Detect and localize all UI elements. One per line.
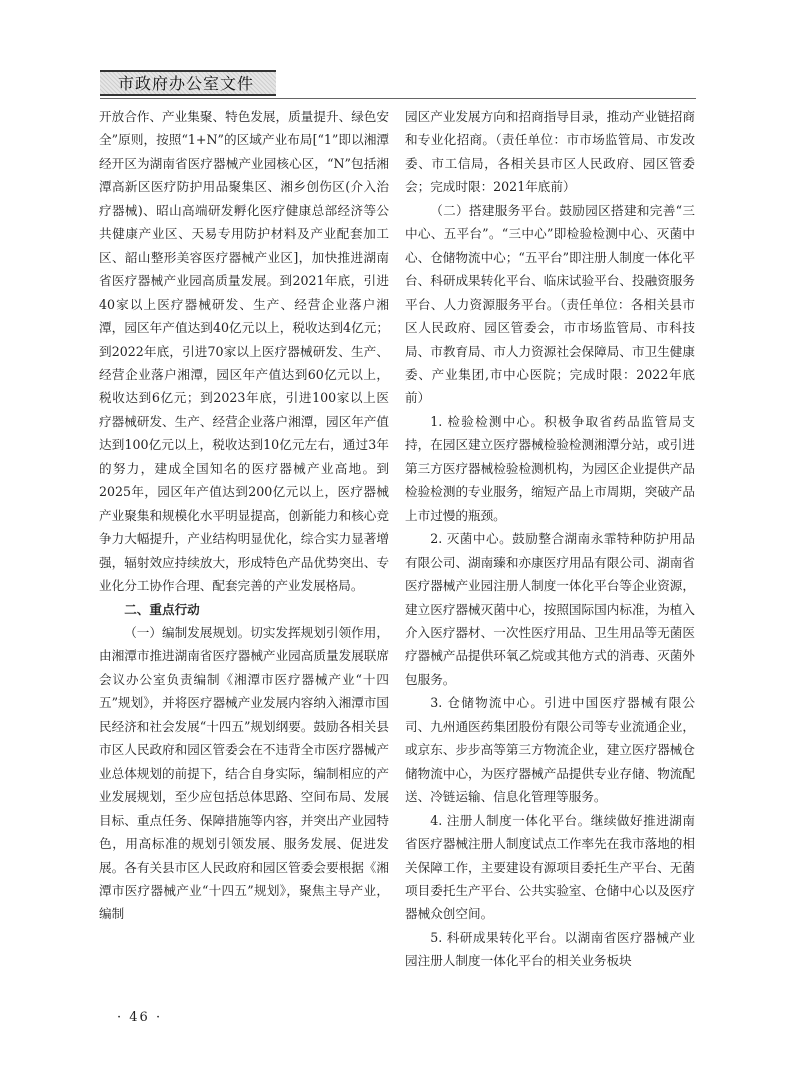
right-paragraph-registrant-platform: 4. 注册人制度一体化平台。继续做好推进湖南省医疗器械注册人制度试点工作率先在我市落地的相关保障工作，主要建设有源项目委托生产平台、无菌项目委托生产平台、公共实验室、仓储中心以及医疗器械众创空间。 [405, 812, 695, 922]
right-column [405, 105, 695, 973]
section-heading: 二、重点行动 [124, 601, 200, 617]
right-paragraph-service-platform: （二）搭建服务平台。鼓励园区搭建和完善“三中心、五平台”。“三中心”即检验检测中心、灭菌中心、仓储物流中心；“五平台”即注册人制度一体化平台、科研成果转化平台、临床试验平台、投融资服务平台、人力资源服务平台。（责任单位：各相关县市区人民政府、园区管委会，市市场监管局、市科技局、市教育局、市人力资源社会保障局、市卫生健康委、产业集团,市中心医院；完成时限：2022年底前） [405, 202, 695, 406]
page-number: · 46 · [117, 1010, 163, 1025]
right-paragraph-continued: 园区产业发展方向和招商指导目录，推动产业链招商和专业化招商。（责任单位：市市场监管局、市发改委、市工信局，各相关县市区人民政府、园区管委会；完成时限：2021年底前） [405, 109, 695, 195]
left-column [99, 105, 389, 926]
left-paragraph-continued: 开放合作、产业集聚、特色发展，质量提升、绿色安全”原则，按照“1+N”的区域产业布局[“1”即以湘潭经开区为湖南省医疗器械产业园核心区，“N”包括湘潭高新区医疗防护用品聚集区、湘乡创伤区(介入治疗器械)、昭山高端研发孵化医疗健康总部经济等公共健康产业区、天易专用防护材料及产业配套加工区、韶山整形美容医疗器械产业区]，加快推进湖南省医疗器械产业园高质量发展。到2021年底，引进40家以上医疗器械研发、生产、经营企业落户湘潭，园区年产值达到40亿元以上，税收达到4亿元；到2022年底，引进70家以上医疗器械研发、生产、经营企业落户湘潭，园区年产值达到60亿元以上，税收达到6亿元；到2023年底，引进100家以上医疗器械研发、生产、经营企业落户湘潭，园区年产值达到100亿元以上，税收达到10亿元左右，通过3年的努力，建成全国知名的医疗器械产业高地。到2025年，园区年产值达到200亿元以上，医疗器械产业聚集和规模化水平明显提高，创新能力和核心竞争力大幅提升，产业结构明显优化，综合实力显著增强，辐射效应持续放大，形成特色产品优势突出、专业化分工协作合理、配套完善的产业发展格局。 [99, 109, 389, 594]
left-paragraph-planning: （一）编制发展规划。切实发挥规划引领作用，由湘潭市推进湖南省医疗器械产业园高质量发展联席会议办公室负责编制《湘潭市医疗器械产业“十四五”规划》，并将医疗器械产业发展内容纳入湘潭市国民经济和社会发展“十四五”规划纲要。鼓励各相关县市区人民政府和园区管委会在不违背全市医疗器械产业总体规划的前提下，结合自身实际，编制相应的产业发展规划，至少应包括总体思路、空间布局、发展目标、重点任务、保障措施等内容，并突出产业园特色，用高标准的规划引领发展、服务发展、促进发展。各有关县市区人民政府和园区管委会要根据《湘潭市医疗器械产业“十四五”规划》，聚焦主导产业，编制 [99, 624, 389, 922]
header-rule [100, 98, 696, 99]
right-paragraph-research-platform: 5. 科研成果转化平台。以湖南省医疗器械产业园注册人制度一体化平台的相关业务板块 [405, 929, 695, 969]
right-paragraph-inspection-center: 1. 检验检测中心。积极争取省药品监管局支持，在园区建立医疗器械检验检测湘潭分站，或引进第三方医疗器械检验检测机构，为园区企业提供产品检验检测的专业服务，缩短产品上市周期，突破产品上市过慢的瓶颈。 [405, 413, 695, 523]
document-section-tag [100, 70, 276, 96]
right-paragraph-sterilization-center: 2. 灭菌中心。鼓励整合湖南永霏特种防护用品有限公司、湖南臻和亦康医疗用品有限公司、湖南省医疗器械产业园注册人制度一体化平台等企业资源，建立医疗器械灭菌中心，按照国际国内标准，为植入介入医疗器材、一次性医疗用品、卫生用品等无菌医疗器械产品提供环氧乙烷或其他方式的消毒、灭菌外包服务。 [405, 531, 695, 687]
right-paragraph-logistics-center: 3. 仓储物流中心。引进中国医疗器械有限公司、九州通医药集团股份有限公司等专业流通企业，或京东、步步高等第三方物流企业，建立医疗器械仓储物流中心，为医疗器械产品提供专业存储、物流配送、冷链运输、信息化管理等服务。 [405, 695, 695, 805]
section-tag-label: 市政府办公室文件 [118, 74, 255, 93]
